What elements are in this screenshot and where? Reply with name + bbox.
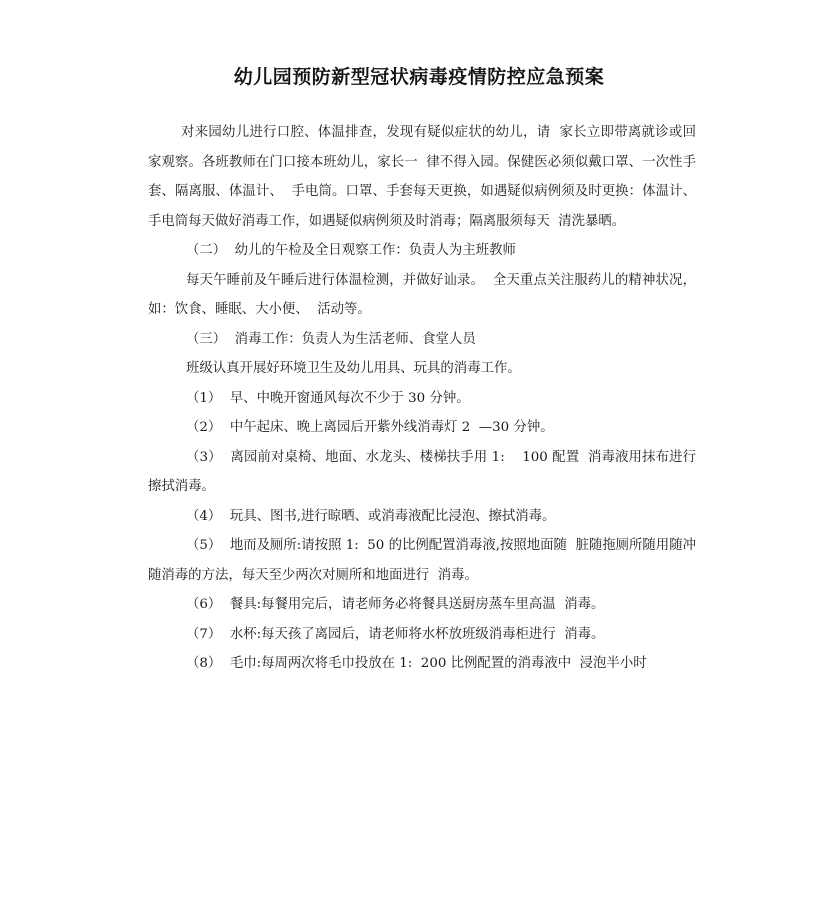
list-item-7: （7） 水杯:每天孩了离园后，请老师将水杯放班级消毒柜进行 消毒。 <box>186 626 605 642</box>
list-item-1: （1） 早、中晚开窗通风每次不少于 30 分钟。 <box>186 390 470 406</box>
list-item-6: （6） 餐具:每餐用完后，请老师务必将餐具送厨房蒸车里高温 消毒。 <box>186 597 605 612</box>
list-item-4: （4） 玩具、图书,进行晾晒、或消毒液配比浸泡、擦拭消毒。 <box>186 508 556 524</box>
section-heading-3: （三） 消毒工作：负责人为生活老师、食堂人员 <box>186 331 476 347</box>
list-item-2: （2） 中午起床、晚上离园后开紫外线消毒灯 2 —30 分钟。 <box>186 420 554 435</box>
list-item-8: （8） 毛巾:每周两次将毛巾投放在 1: 200 比例配置的消毒液中 浸泡半小时 <box>186 656 647 671</box>
paragraph-noon-check: 每天午睡前及午睡后进行体温检测，并做好讪录。 全天重点关注服药儿的精神状况，如：饮食、睡眠、大小便、 活动等。 <box>148 272 696 317</box>
section-heading-2: （二） 幼儿的午检及全日观察工作：负责人为主班教师 <box>186 243 516 258</box>
list-item-5: （5） 地而及厕所:请按照 1: 50 的比例配置消毒液,按照地面随 脏随拖厕所随用随冲随消毒的方法，每天至少两次对厕所和地面进行 消毒。 <box>148 538 696 583</box>
paragraph-disinfection-intro: 班级认真开展好环境卫生及幼儿用具、玩具的消毒工作。 <box>186 361 521 376</box>
document-title: 幼儿园预防新型冠状病毒疫情防控应急预案 <box>233 66 605 88</box>
document-body <box>148 118 705 679</box>
paragraph-screening: 对来园幼儿进行口腔、体温排查，发现有疑似症状的幼儿，请 家长立即带离就诊或回家观察。各班教师在门口接本班幼儿，家长一 律不得入园。保健医必须似戴口罩、一次性手套、隔离服、体温计、 手电筒。口罩、手套每天更换，如遇疑似病例须及时更换：体温计、 手电筒每天做好消毒工作，如遇疑似病例须及时消毒；隔离服须每天 清洗暴晒。 <box>148 125 705 229</box>
list-item-3: （3） 离园前对桌椅、地面、水龙头、楼梯扶手用 1: 100 配置 消毒液用抹布进行擦拭消毒。 <box>148 449 696 494</box>
